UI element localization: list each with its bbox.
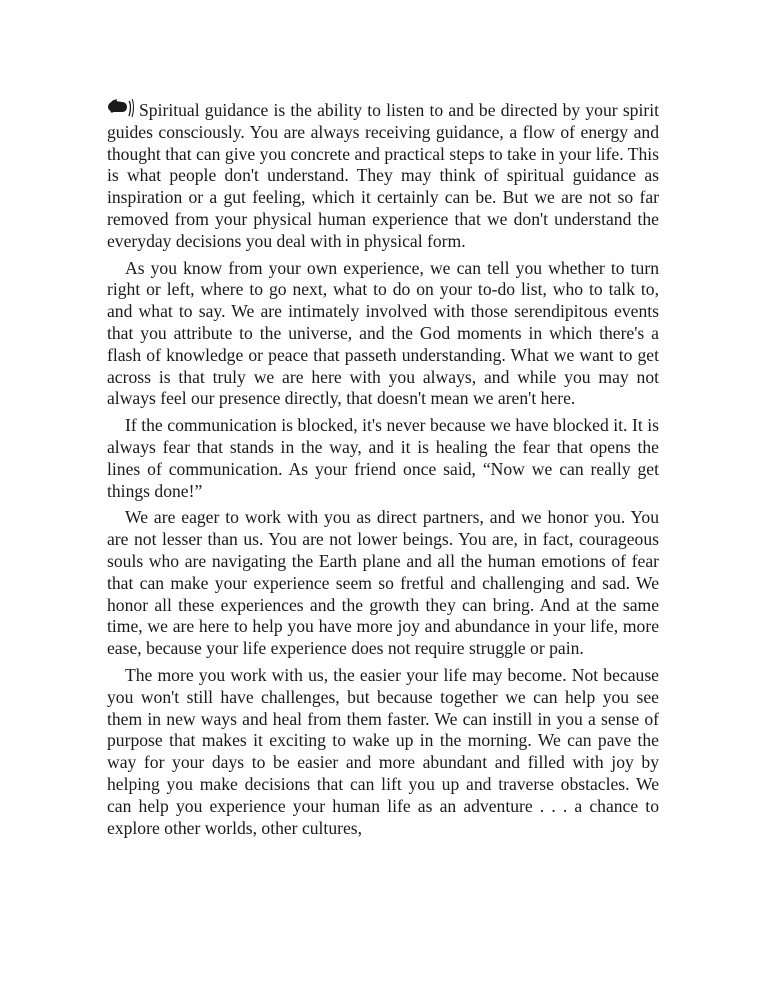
pointing-hand-icon bbox=[107, 98, 137, 118]
paragraph-2: As you know from your own experience, we can tell you whether to turn right or left, where to go next, what to do on your to-do list, who to talk to, and what to say. We are intimately involved with those serendipitous events that you attribute to the universe, and the God moments in which there's a flash of knowledge or peace that passeth understanding. What we want to get across is that truly we are here with you always, and while you may not always feel our presence directly, that doesn't mean we aren't here. bbox=[107, 257, 659, 409]
paragraph-5: The more you work with us, the easier your life may become. Not because you won't still have challenges, but because together we can help you see them in new ways and heal from them faster. We can instill in you a sense of purpose that makes it exciting to wake up in the morning. We can pave the way for your days to be easier and more abundant and filled with joy by helping you make decisions that can lift you up and traverse obstacles. We can help you experience your human life as an adventure . . . a chance to explore other worlds, other cultures, bbox=[107, 664, 659, 838]
paragraph-1-text: Spiritual guidance is the ability to listen to and be directed by your spirit guides consciously. You are always receiving guidance, a flow of energy and thought that can give you concrete and practical steps to take in your life. This is what people don't understand. They may think of spiritual guidance as inspiration or a gut feeling, which it certainly can be. But we are not so far removed from your physical human experience that we don't understand the everyday decisions you deal with in physical form. bbox=[107, 100, 659, 251]
paragraph-1 bbox=[107, 98, 659, 253]
paragraph-3: If the communication is blocked, it's never because we have blocked it. It is always fear that stands in the way, and it is healing the fear that opens the lines of communication. As your friend once said, “Now we can really get things done!” bbox=[107, 415, 659, 501]
paragraph-4: We are eager to work with you as direct partners, and we honor you. You are not lesser than us. You are not lower beings. You are, in fact, courageous souls who are navigating the Earth plane and all the human emotions of fear that can make your experience seem so fretful and challenging and sad. We honor all these experiences and the growth they can bring. And at the same time, we are here to help you have more joy and abundance in your life, more ease, because your life experience does not require struggle or pain. bbox=[107, 507, 659, 659]
document-page bbox=[107, 98, 659, 844]
